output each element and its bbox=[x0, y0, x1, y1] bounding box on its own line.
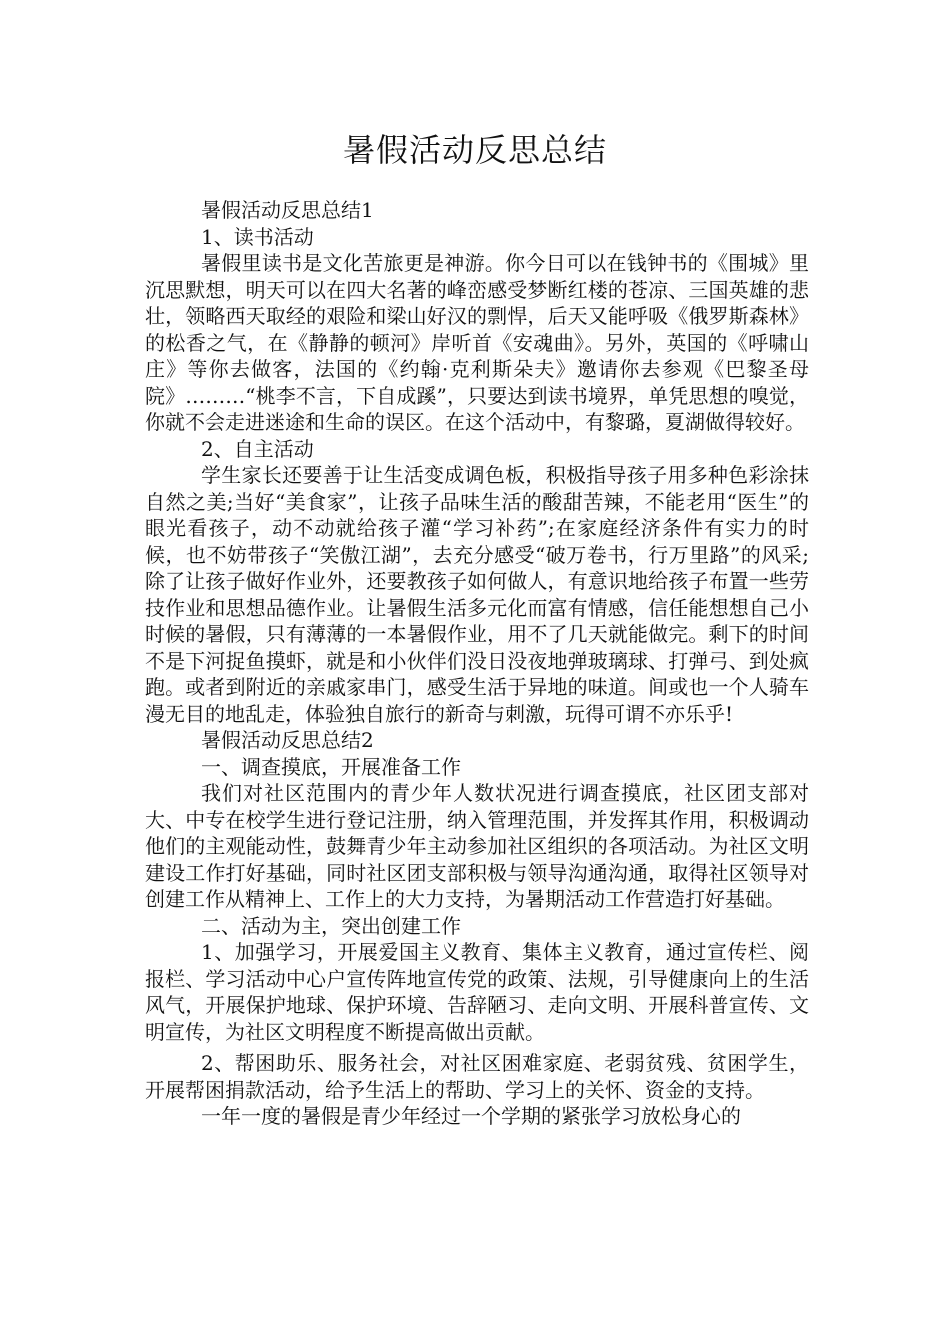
paragraph-survey: 我们对社区范围内的青少年人数状况进行调查摸底，社区团支部对大、中专在校学生进行登记注册，纳入管理范围，并发挥其作用，积极调动他们的主观能动性，鼓舞青少年主动参加社区组织的各项活动。为社区文明建设工作打好基础，同时社区团支部积极与领导沟通沟通，取得社区领导对创建工作从精神上、工作上的大力支持，为暑期活动工作营造打好基础。 bbox=[145, 781, 809, 911]
paragraph-closing: 一年一度的暑假是青少年经过一个学期的紧张学习放松身心的 bbox=[201, 1104, 741, 1128]
section-heading-2: 暑假活动反思总结2 bbox=[201, 728, 374, 752]
subheading-reading: 1、读书活动 bbox=[201, 224, 314, 249]
subheading-self-activity: 2、自主活动 bbox=[201, 436, 314, 461]
paragraph-reading: 暑假里读书是文化苦旅更是神游。你今日可以在钱钟书的《围城》里沉思默想，明天可以在四大名著的峰峦感受梦断红楼的苍凉、三国英雄的悲壮，领略西天取经的艰险和梁山好汉的剽悍，后天又能呼吸《俄罗斯森林》的松香之气，在《静静的顿河》岸听首《安魂曲》。另外，英国的《呼啸山庄》等你去做客，法国的《约翰·克利斯朵夫》邀请你去参观《巴黎圣母院》………“桃李不言，下自成蹊”，只要达到读书境界，单凭思想的嗅觉，你就不会走进迷途和生命的误区。在这个活动中，有黎璐，夏湖做得较好。 bbox=[145, 251, 809, 434]
paragraph-help: 2、帮困助乐、服务社会，对社区困难家庭、老弱贫残、贫困学生，开展帮困捐款活动，给予生活上的帮助、学习上的关怀、资金的支持。 bbox=[145, 1051, 809, 1102]
document-body bbox=[145, 197, 809, 1130]
paragraph-self-activity: 学生家长还要善于让生活变成调色板，积极指导孩子用多种色彩涂抹自然之美;当好“美食家”，让孩子品味生活的酸甜苦辣，不能老用“医生”的眼光看孩子，动不动就给孩子灌“学习补药”;在家庭经济条件有实力的时候，也不妨带孩子“笑傲江湖”，去充分感受“破万卷书，行万里路”的风采;除了让孩子做好作业外，还要教孩子如何做人，有意识地给孩子布置一些劳技作业和思想品德作业。让暑假生活多元化而富有情感，信任能想想自己小时候的暑假，只有薄薄的一本暑假作业，用不了几天就能做完。剩下的时间不是下河捉鱼摸虾，就是和小伙伴们没日没夜地弹玻璃球、打弹弓、到处疯跑。或者到附近的亲戚家串门，感受生活于异地的味道。间或也一个人骑车漫无目的地乱走，体验独自旅行的新奇与刺激，玩得可谓不亦乐乎! bbox=[145, 463, 809, 726]
subheading-survey: 一、调查摸底，开展准备工作 bbox=[201, 754, 461, 779]
subheading-activities: 二、活动为主，突出创建工作 bbox=[201, 913, 461, 938]
section-heading-1: 暑假活动反思总结1 bbox=[201, 198, 374, 222]
paragraph-study: 1、加强学习，开展爱国主义教育、集体主义教育，通过宣传栏、阅报栏、学习活动中心户宣传阵地宣传党的政策、法规，引导健康向上的生活风气，开展保护地球、保护环境、告辞陋习、走向文明、开展科普宣传、文明宣传，为社区文明程度不断提高做出贡献。 bbox=[145, 940, 809, 1044]
document-title: 暑假活动反思总结 bbox=[342, 131, 607, 169]
